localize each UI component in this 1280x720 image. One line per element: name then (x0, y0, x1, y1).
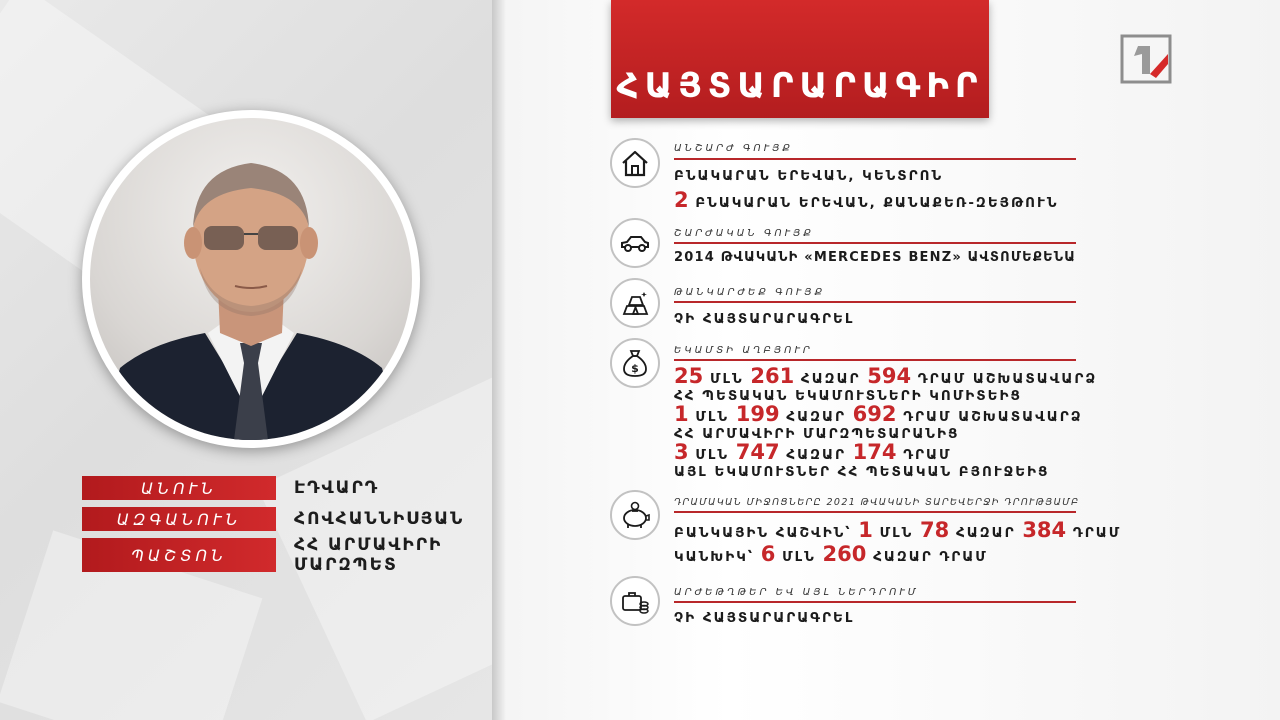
income1-dram: 594 (867, 364, 912, 388)
section-divider (674, 301, 1076, 303)
income3-dram: 174 (852, 440, 897, 464)
position-value-line1: ՀՀ ԱՐՄԱՎԻՐԻ (294, 535, 443, 555)
cash-hand-mln: 6 (760, 542, 776, 566)
cash-bank-thousand: 78 (920, 518, 950, 542)
income3-unit2: ՀԱԶԱՐ (786, 447, 846, 463)
cash-hand-line (674, 542, 988, 566)
income-item3-line1 (674, 440, 952, 464)
income3-unit1: ՄԼՆ (695, 447, 730, 463)
income2-unit1: ՄԼՆ (695, 409, 730, 425)
income2-unit2: ՀԱԶԱՐ (786, 409, 846, 425)
real-estate-label: ԱՆՇԱՐԺ ԳՈՒՅՔ (674, 143, 793, 154)
title-banner (611, 0, 989, 118)
income1-unit3: ԴՐԱՄ ԱՇԽԱՏԱՎԱՐՁ (917, 371, 1098, 387)
income-item1-line2: ՀՀ ՊԵՏԱԿԱՆ ԵԿԱՄՈՒՏՆԵՐԻ ԿՈՄԻՏԵԻՑ (674, 388, 1022, 404)
section-divider (674, 601, 1076, 603)
income-item2-line2: ՀՀ ԱՐՄԱՎԻՐԻ ՄԱՐԶՊԵՏԱՐԱՆԻՑ (674, 426, 960, 442)
channel-logo-icon (1120, 34, 1172, 84)
house-icon (620, 149, 650, 177)
income2-unit3: ԴՐԱՄ ԱՇԽԱՏԱՎԱՐՁ (903, 409, 1083, 425)
income3-mln: 3 (674, 440, 689, 464)
valuables-label: ԹԱՆԿԱՐԺԵՔ ԳՈՒՅՔ (674, 287, 826, 298)
income1-thousand: 261 (750, 364, 795, 388)
name-label: ԱՆՈՒՆ (82, 476, 276, 500)
cash-hand-unit2: ՀԱԶԱՐ ԴՐԱՄ (873, 549, 988, 565)
movable-icon-circle (610, 218, 660, 268)
income-icon-circle (610, 338, 660, 388)
cash-hand-unit1: ՄԼՆ (782, 549, 816, 565)
income2-mln: 1 (674, 402, 689, 426)
movable-line1: 2014 ԹՎԱԿԱՆԻ «MERCEDES BENZ» ԱՎՏՈՄԵՔԵՆԱ (674, 250, 1077, 265)
position-value-line2: ՄԱՐԶՊԵՏ (294, 555, 398, 575)
real-estate-line2 (674, 188, 1058, 212)
real-estate-line1: ԲՆԱԿԱՐԱՆ ԵՐԵՎԱՆ, ԿԵՆՏՐՈՆ (674, 168, 944, 184)
income2-dram: 692 (852, 402, 897, 426)
section-divider (674, 511, 1076, 513)
income1-mln: 25 (674, 364, 704, 388)
cash-icon-circle (610, 490, 660, 540)
cash-bank-unit2: ՀԱԶԱՐ (955, 525, 1016, 541)
cash-hand-text: ԿԱՆԽԻԿ՝ (674, 549, 755, 565)
securities-label: ԱՐԺԵԹՂԹԵՐ ԵՎ ԱՅԼ ՆԵՐԴՐՈՒՄ (674, 587, 919, 598)
person-portrait-illustration (90, 118, 412, 440)
income3-unit3: ԴՐԱՄ (903, 447, 952, 463)
gold-bars-icon (620, 290, 650, 316)
securities-line1: ՉԻ ՀԱՅՏԱՐԱՐԱԳՐԵԼ (674, 610, 855, 626)
briefcase-coins-icon (620, 588, 650, 614)
position-label: ՊԱՇՏՈՆ (82, 538, 276, 572)
section-divider (674, 242, 1076, 244)
cash-bank-line (674, 518, 1121, 542)
real-estate-line2-text: ԲՆԱԿԱՐԱՆ ԵՐԵՎԱՆ, ՔԱՆԱՔԵՌ-ԶԵՅԹՈՒՆ (695, 195, 1059, 211)
surname-label: ԱԶԳԱՆՈՒՆ (82, 507, 276, 531)
cash-bank-text: ԲԱՆԿԱՅԻՆ ՀԱՇՎԻՆ՝ (674, 525, 852, 541)
cash-bank-mln: 1 (858, 518, 873, 542)
section-divider (674, 359, 1076, 361)
name-value: ԷԴՎԱՐԴ (294, 478, 380, 498)
cash-bank-dram: 384 (1022, 518, 1067, 542)
surname-value: ՀՈՎՀԱՆՆԻՍՅԱՆ (294, 509, 465, 529)
cash-label: ԴՐԱՄԱԿԱՆ ՄԻՋՈՑՆԵՐԸ 2021 ԹՎԱԿԱՆԻ ՏԱՐԵՎԵՐՋԻ ԴՐՈՒԹՅԱՄԲ (674, 497, 1080, 508)
portrait-photo (90, 118, 412, 440)
income-item1-line1 (674, 364, 1097, 388)
income1-unit1: ՄԼՆ (709, 371, 744, 387)
position-value (294, 535, 442, 575)
money-bag-icon (621, 348, 649, 378)
securities-icon-circle (610, 576, 660, 626)
real-estate-icon-circle (610, 138, 660, 188)
page-title: ՀԱՅՏԱՐԱՐԱԳԻՐ (616, 66, 984, 106)
portrait-photo-frame (82, 110, 420, 448)
income-label: ԵԿԱՄՏԻ ԱՂԲՅՈՒՐ (674, 345, 813, 356)
valuables-icon-circle (610, 278, 660, 328)
income-item2-line1 (674, 402, 1083, 426)
income2-thousand: 199 (735, 402, 780, 426)
svg-text:$: $ (631, 362, 639, 375)
income-item3-line2: ԱՅԼ ԵԿԱՄՈՒՏՆԵՐ ՀՀ ՊԵՏԱԿԱՆ ԲՅՈՒՋԵԻՑ (674, 464, 1050, 480)
valuables-line1: ՉԻ ՀԱՅՏԱՐԱՐԱԳՐԵԼ (674, 311, 855, 327)
section-divider (674, 158, 1076, 160)
panel-divider (492, 0, 506, 720)
income1-unit2: ՀԱԶԱՐ (800, 371, 861, 387)
movable-label: ՇԱՐԺԱԿԱՆ ԳՈՒՅՔ (674, 228, 814, 239)
real-estate-count: 2 (674, 188, 689, 212)
cash-bank-unit1: ՄԼՆ (879, 525, 914, 541)
cash-bank-unit3: ԴՐԱՄ (1072, 525, 1122, 541)
piggy-bank-icon (619, 501, 651, 529)
income3-thousand: 747 (735, 440, 780, 464)
cash-hand-thousand: 260 (822, 542, 867, 566)
car-icon (619, 232, 651, 254)
